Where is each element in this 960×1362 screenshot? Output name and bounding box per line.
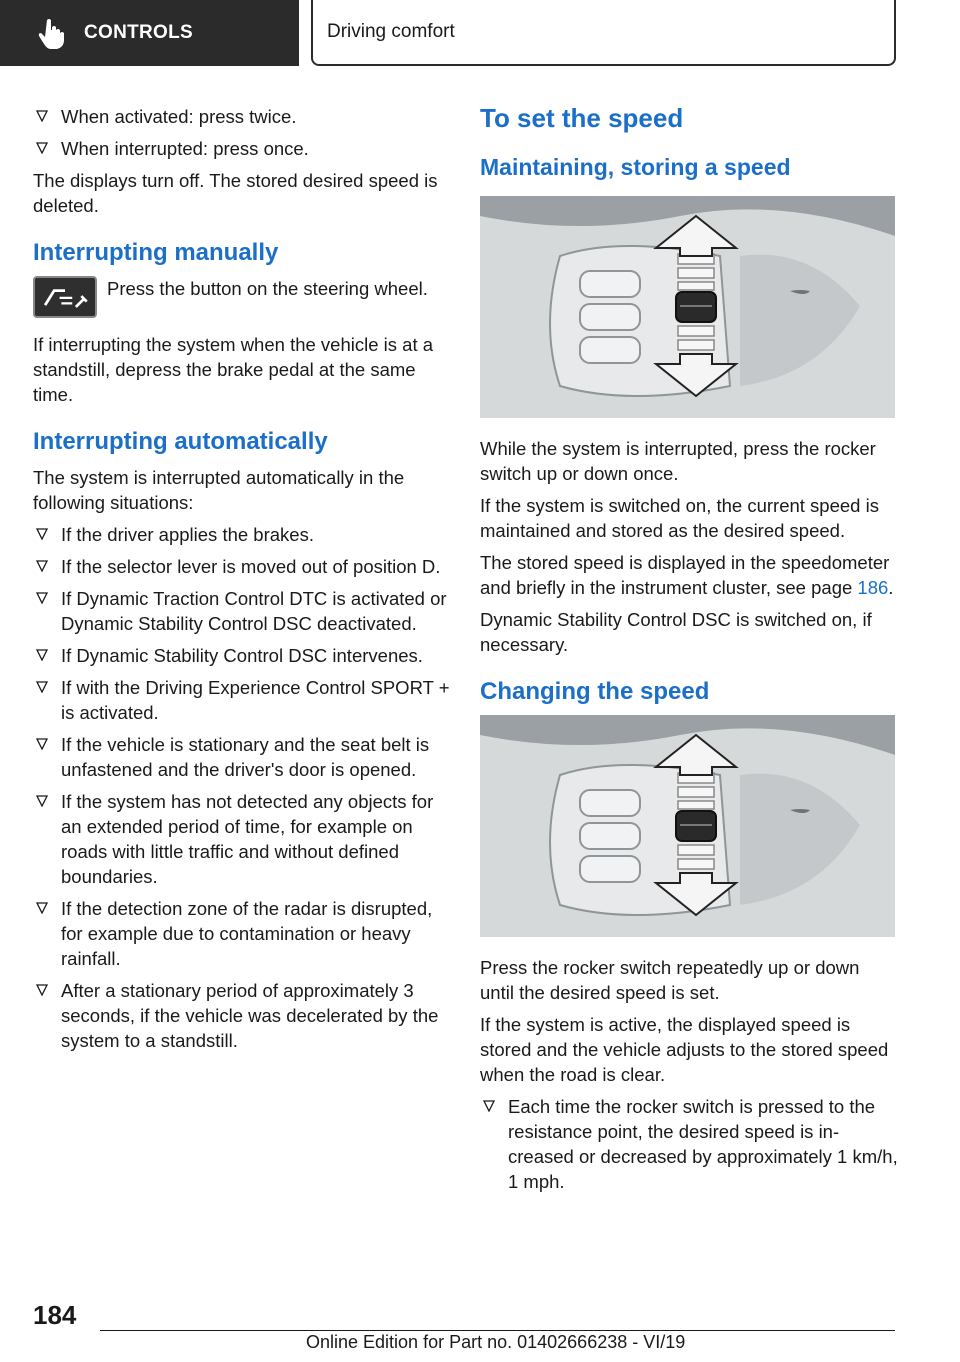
topic-label: Driving comfort <box>327 21 455 42</box>
edition-text: Online Edition for Part no. 01402666238 - VI/19 <box>306 1332 686 1352</box>
list-item: After a stationary period of approximately 3 seconds, if the vehicle was decelerated by the system to a standstill. <box>33 978 451 1053</box>
topic-tab <box>311 0 896 66</box>
button-instruction-text: Press the button on the steering wheel. <box>107 278 428 299</box>
heading-maintaining-storing: Maintaining, storing a speed <box>480 154 791 180</box>
list-item: If Dynamic Stability Control DSC intervenes. <box>33 643 451 668</box>
triangle-bullet-icon <box>36 681 48 693</box>
triangle-bullet-icon <box>36 649 48 661</box>
list-item: If Dynamic Traction Control DTC is activated or Dynamic Stability Control DSC deactivated. <box>33 586 451 636</box>
triangle-bullet-icon <box>36 560 48 572</box>
body-text: If the system is switched on, the current speed is maintained and stored as the desired speed. <box>480 495 879 541</box>
steering-wheel-rocker-illustration <box>480 196 895 418</box>
body-text: The system is interrupted automatically in the following situations: <box>33 467 405 513</box>
right-column <box>480 102 898 1201</box>
heading-interrupting-automatically: Interrupting automatically <box>33 428 328 455</box>
page-header <box>0 0 896 66</box>
heading-interrupting-manually: Interrupting manually <box>33 239 279 266</box>
list-item: Each time the rocker switch is pressed to the resistance point, the desired speed is increased or decreased by approximately 1 km/h, 1 mph. <box>480 1094 898 1194</box>
body-text: The stored speed is displayed in the speedometer and briefly in the instrument cluster, see page 186. <box>480 552 894 598</box>
list-item: If with the Driving Experience Control SPORT + is activated. <box>33 675 451 725</box>
body-text: Press the rocker switch repeatedly up or down until the desired speed is set. <box>480 957 860 1003</box>
body-text: While the system is interrupted, press the rocker switch up or down once. <box>480 438 876 484</box>
triangle-bullet-icon <box>36 142 48 154</box>
section-label: CONTROLS <box>84 22 194 43</box>
list-item: If the driver applies the brakes. <box>33 522 451 547</box>
triangle-bullet-icon <box>36 984 48 996</box>
triangle-bullet-icon <box>483 1100 495 1112</box>
body-text: If the system is active, the displayed speed is stored and the vehicle adjusts to the stored speed when the road is clear. <box>480 1014 889 1085</box>
page-number: 184 <box>33 1300 77 1330</box>
triangle-bullet-icon <box>36 592 48 604</box>
page-link[interactable]: 186 <box>857 577 889 598</box>
body-text: The displays turn off. The stored desired speed is deleted. <box>33 170 438 216</box>
list-item: If the detection zone of the radar is disrupted, for example due to contamination or heavy rainfall. <box>33 896 451 971</box>
section-tab <box>0 0 299 66</box>
heading-changing-the-speed: Changing the speed <box>480 678 710 705</box>
list-item: If the selector lever is moved out of position D. <box>33 554 451 579</box>
footer-divider <box>100 1330 895 1331</box>
steering-wheel-rocker-illustration <box>480 715 895 937</box>
body-text: If interrupting the system when the vehicle is at a standstill, depress the brake pedal at the same time. <box>33 334 434 405</box>
triangle-bullet-icon <box>36 738 48 750</box>
triangle-bullet-icon <box>36 902 48 914</box>
list-item: If the system has not detected any objects for an extended period of time, for example on roads with little traffic and without defined boundaries. <box>33 789 451 889</box>
left-column <box>33 104 451 1060</box>
button-instruction <box>33 276 451 318</box>
cruise-control-button-icon <box>33 276 97 318</box>
triangle-bullet-icon <box>36 110 48 122</box>
triangle-bullet-icon <box>36 528 48 540</box>
heading-to-set-the-speed: To set the speed <box>480 103 684 133</box>
body-text: Dynamic Stability Control DSC is switched on, if necessary. <box>480 609 872 655</box>
list-item: If the vehicle is stationary and the seat belt is unfastened and the driver's door is opened. <box>33 732 451 782</box>
list-item: When activated: press twice. <box>33 104 451 129</box>
page-footer <box>0 1290 960 1362</box>
triangle-bullet-icon <box>36 795 48 807</box>
hand-pointer-icon <box>36 16 70 50</box>
list-item: When interrupted: press once. <box>33 136 451 161</box>
